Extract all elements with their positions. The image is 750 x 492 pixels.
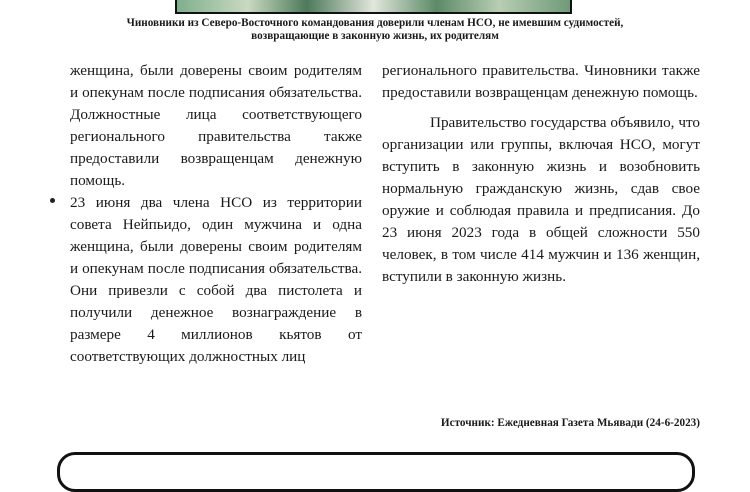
right-paragraph-1: регионального правительства. Чиновники также предоставили возвращенцам денежную помощь. — [382, 62, 700, 101]
right-column — [382, 60, 700, 288]
right-paragraph-2: Правительство государства объявило, что организации или группы, включая НСО, могут вступить в законную жизнь и возобновить нормальную гражданскую жизнь, сдав свое оружие и соблюдая правила и предписания. До 23 июня 2023 года в общей сложности 550 человек, в том числе 414 мужчин и 136 женщин, вступили в законную жизнь. — [382, 114, 700, 285]
caption-line-2: возвращающие в законную жизнь, их родителям — [251, 30, 499, 42]
caption-line-1: Чиновники из Северо-Восточного командования доверили членам НСО, не имевшим судимостей, — [126, 17, 624, 29]
bullet-icon — [50, 198, 55, 203]
bullet-list-item — [70, 192, 362, 368]
bottom-frame — [57, 452, 695, 492]
left-top-paragraph: женщина, были доверены своим родителям и опекунам после подписания обязательства. Должностные лица соответствующего регионального правительства также предоставили возвращенцам денежную помощь. — [70, 62, 362, 189]
source-credit: Источник: Ежедневная Газета Мьявади (24-6-2023) — [440, 417, 700, 429]
left-column — [70, 60, 362, 368]
bullet-paragraph: 23 июня два члена НСО из территории совета Нейпьидо, один мужчина и одна женщина, были доверены своим родителям и опекунам после подписания обязательства. Они привезли с собой два пистолета и получили денежное вознаграждение в размере 4 миллионов кьятов от соответствующих должностных лиц — [70, 194, 362, 365]
news-photo — [175, 0, 572, 14]
photo-caption — [60, 17, 690, 43]
